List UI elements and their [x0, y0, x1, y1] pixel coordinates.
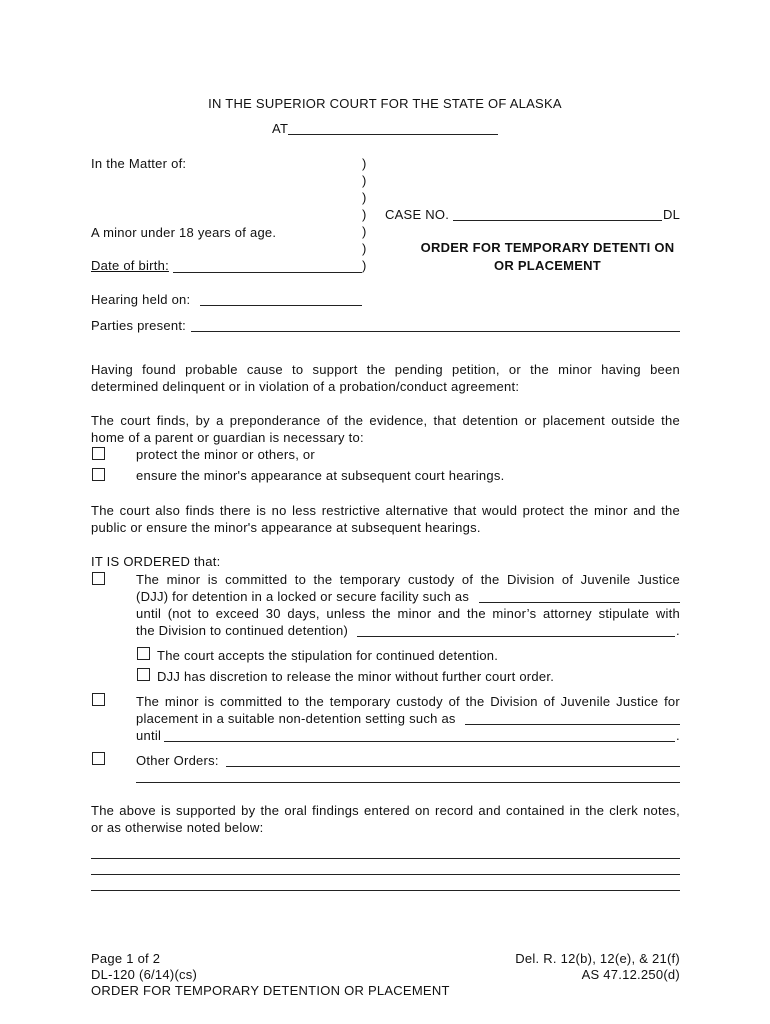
caption-paren: ) — [362, 258, 367, 273]
at-location-field[interactable] — [288, 134, 498, 135]
protect-minor-label: protect the minor or others, or — [136, 447, 315, 462]
no-alternative-text: The court also finds there is no less restrictive alternative that would protect the minor and the — [91, 503, 680, 518]
parties-present-label: Parties present: — [91, 318, 187, 333]
notes-line[interactable] — [91, 858, 680, 859]
detention-until-field[interactable] — [357, 636, 675, 637]
placement-until-field[interactable] — [164, 741, 675, 742]
ensure-appearance-checkbox[interactable] — [92, 468, 105, 481]
caption-paren: ) — [362, 224, 367, 239]
hearing-date-field[interactable] — [200, 305, 362, 306]
period: . — [676, 728, 680, 743]
other-orders-label: Other Orders: — [136, 753, 219, 768]
djj-placement-text: placement in a suitable non-detention setting such as — [136, 711, 456, 726]
hearing-held-label: Hearing held on: — [91, 292, 191, 307]
djj-placement-checkbox[interactable] — [92, 693, 105, 706]
dob-field[interactable] — [173, 272, 362, 273]
other-orders-checkbox[interactable] — [92, 752, 105, 765]
period: . — [676, 623, 680, 638]
findings-text: or as otherwise noted below: — [91, 820, 264, 835]
form-number: DL-120 (6/14)(cs) — [91, 967, 198, 982]
other-orders-field-2[interactable] — [136, 782, 680, 783]
djj-discretion-checkbox[interactable] — [137, 668, 150, 681]
djj-discretion-label: DJJ has discretion to release the minor without further court order. — [157, 669, 555, 684]
placement-until-label: until — [136, 728, 162, 743]
caption-paren: ) — [362, 241, 367, 256]
court-finds-text: The court finds, by a preponderance of the evidence, that detention or placement outside the — [91, 413, 680, 428]
statute-citation: AS 47.12.250(d) — [581, 967, 680, 982]
court-heading: IN THE SUPERIOR COURT FOR THE STATE OF ALASKA — [208, 96, 562, 111]
stipulation-accepted-label: The court accepts the stipulation for continued detention. — [157, 648, 499, 663]
placement-setting-field[interactable] — [465, 724, 680, 725]
stipulation-accepted-checkbox[interactable] — [137, 647, 150, 660]
minor-label: A minor under 18 years of age. — [91, 225, 277, 240]
other-orders-field[interactable] — [226, 766, 680, 767]
page-number: Page 1 of 2 — [91, 951, 161, 966]
at-label: AT — [272, 121, 289, 136]
caption-paren: ) — [362, 173, 367, 188]
protect-minor-checkbox[interactable] — [92, 447, 105, 460]
findings-text: The above is supported by the oral findings entered on record and contained in the clerk notes, — [91, 803, 680, 818]
order-title-line2: OR PLACEMENT — [494, 258, 601, 273]
court-finds-text: home of a parent or guardian is necessary to: — [91, 430, 364, 445]
order-title-line1: ORDER FOR TEMPORARY DETENTI ON — [420, 240, 675, 255]
caption-paren: ) — [362, 207, 367, 222]
djj-detention-text: (DJJ) for detention in a locked or secure facility such as — [136, 589, 470, 604]
dob-label: Date of birth: — [91, 258, 169, 273]
no-alternative-text: public or ensure the minor's appearance at subsequent hearings. — [91, 520, 481, 535]
case-suffix: DL — [663, 207, 681, 222]
djj-detention-text: until (not to exceed 30 days, unless the minor and the minor’s attorney stipulate with — [136, 606, 680, 621]
notes-line[interactable] — [91, 890, 680, 891]
notes-line[interactable] — [91, 874, 680, 875]
djj-detention-text: The minor is committed to the temporary custody of the Division of Juvenile Justice — [136, 572, 680, 587]
djj-detention-text: the Division to continued detention) — [136, 623, 349, 638]
form-title: ORDER FOR TEMPORARY DETENTION OR PLACEMENT — [91, 983, 450, 998]
caption-paren: ) — [362, 190, 367, 205]
probable-cause-text: Having found probable cause to support the pending petition, or the minor having been — [91, 362, 680, 377]
ensure-appearance-label: ensure the minor's appearance at subsequent court hearings. — [136, 468, 505, 483]
parties-present-field[interactable] — [191, 331, 680, 332]
detention-facility-field[interactable] — [479, 602, 680, 603]
case-no-label: CASE NO. — [385, 207, 450, 222]
rule-citation: Del. R. 12(b), 12(e), & 21(f) — [515, 951, 680, 966]
case-no-field[interactable] — [453, 220, 662, 221]
probable-cause-text: determined delinquent or in violation of a probation/conduct agreement: — [91, 379, 520, 394]
ordered-heading: IT IS ORDERED that: — [91, 554, 221, 569]
djj-placement-text: The minor is committed to the temporary custody of the Division of Juvenile Justice for — [136, 694, 680, 709]
djj-detention-checkbox[interactable] — [92, 572, 105, 585]
matter-label: In the Matter of: — [91, 156, 187, 171]
caption-paren: ) — [362, 156, 367, 171]
